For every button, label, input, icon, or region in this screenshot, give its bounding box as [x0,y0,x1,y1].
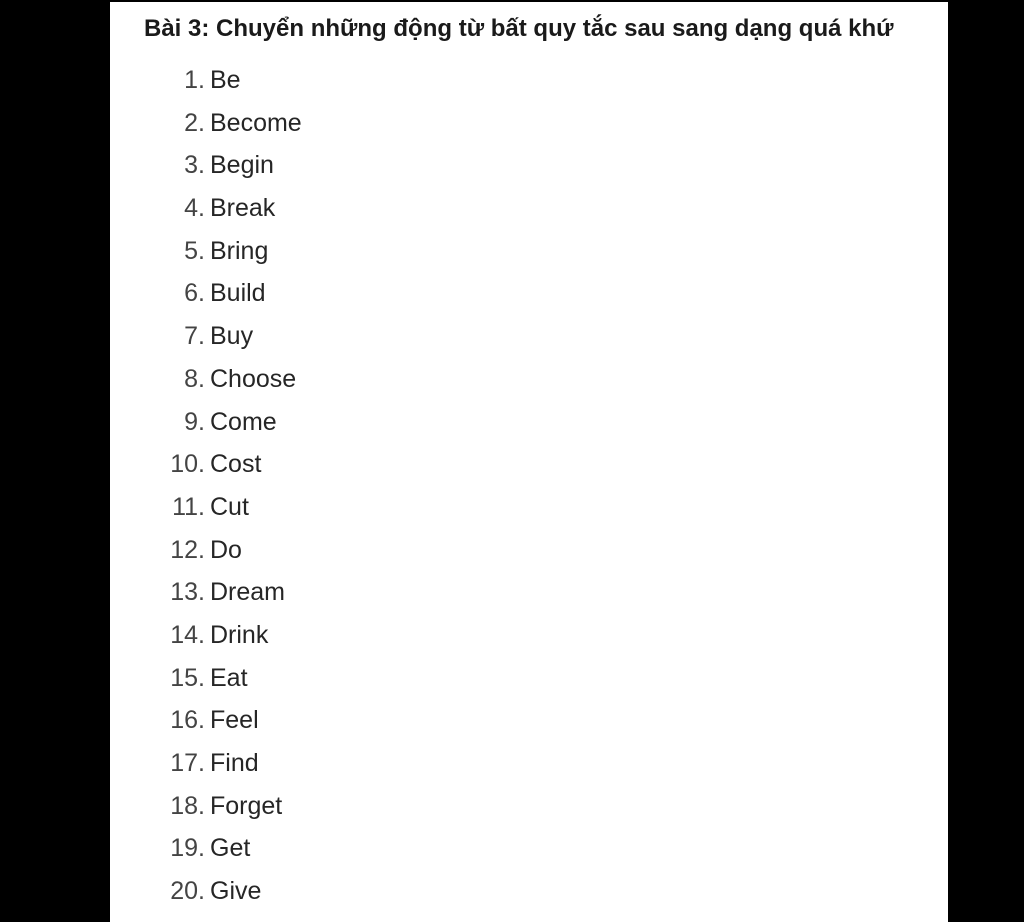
item-number: 3. [184,151,205,180]
item-verb: Cost [210,450,262,479]
document-page [110,2,948,922]
item-verb: Bring [210,236,269,265]
item-number: 10. [170,450,205,479]
item-number: 15. [170,663,205,692]
item-number: 8. [184,364,205,393]
item-verb: Break [210,194,276,223]
item-verb: Buy [210,322,254,351]
item-verb: Do [210,535,242,564]
exercise-title: Bài 3: Chuyển những động từ bất quy tắc sau sang dạng quá khứ [144,15,894,42]
item-number: 19. [170,834,205,863]
item-number: 9. [184,407,205,436]
item-verb: Drink [210,620,269,649]
item-verb: Choose [210,364,297,393]
item-number: 12. [170,535,205,564]
item-verb: Come [210,407,277,436]
item-verb: Cut [210,492,249,521]
item-verb: Dream [210,578,286,607]
item-number: 11. [172,492,205,521]
item-verb: Forget [210,791,283,820]
item-verb: Eat [210,663,248,692]
item-number: 16. [170,706,205,735]
item-number: 20. [170,877,205,906]
item-verb: Be [210,66,241,94]
item-verb: Find [210,749,259,777]
item-verb: Become [210,108,302,137]
item-verb: Feel [210,706,259,735]
item-number: 2. [184,108,205,137]
item-number: 6. [184,279,205,308]
item-number: 7. [184,322,205,351]
item-number: 17. [170,749,205,777]
item-number: 13. [170,578,205,607]
item-number: 1. [184,66,205,94]
item-verb: Give [210,877,262,906]
item-number: 4. [184,194,205,223]
item-number: 14. [170,620,205,649]
item-verb: Build [210,279,266,308]
item-number: 5. [184,236,205,265]
item-number: 18. [170,791,205,820]
item-verb: Begin [210,151,274,180]
item-verb: Get [210,834,251,863]
